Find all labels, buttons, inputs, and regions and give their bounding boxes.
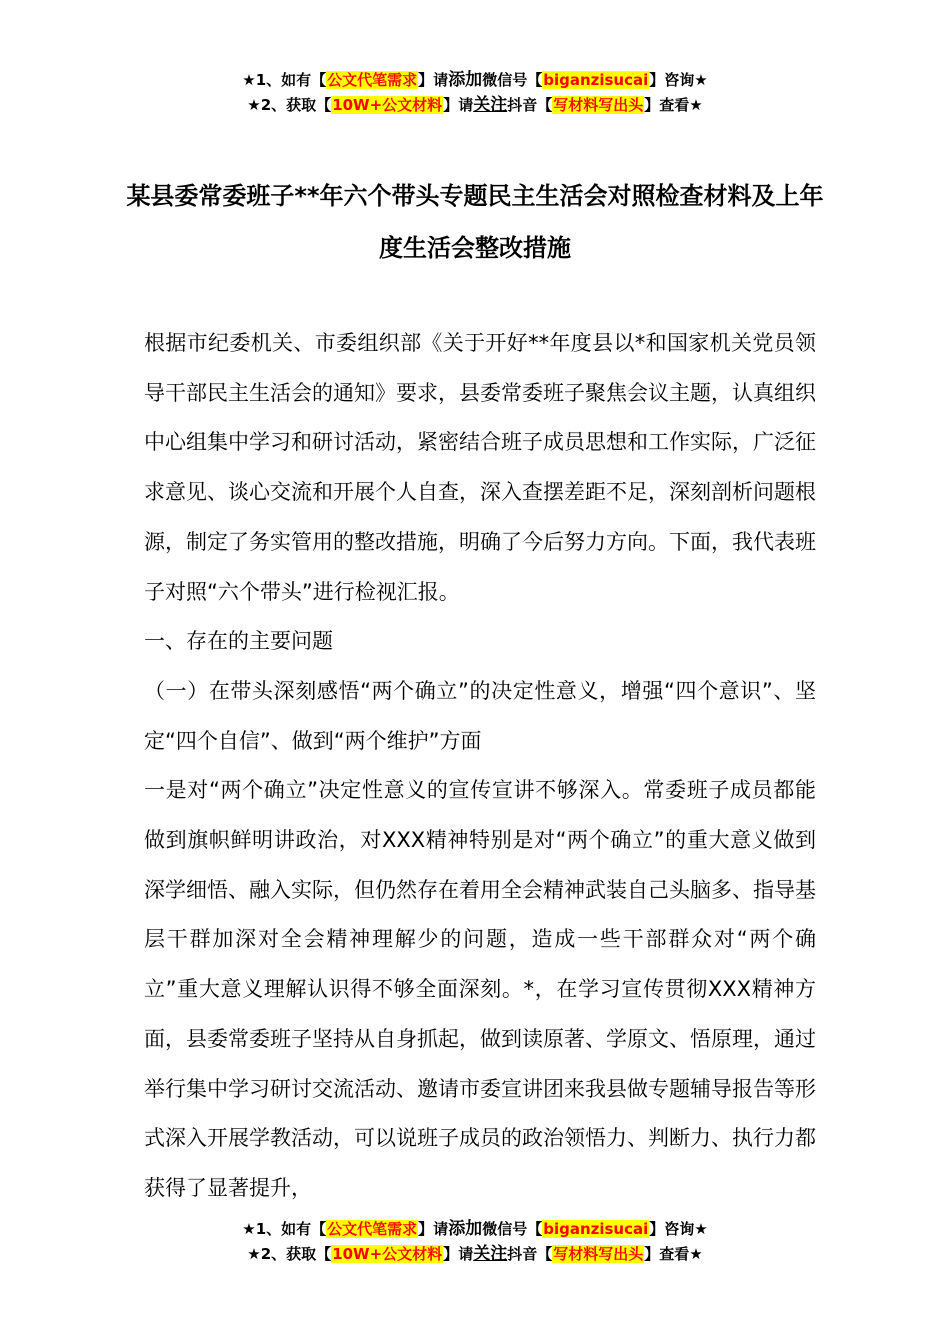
footer-banner xyxy=(0,1217,950,1267)
footer-line2-mid: 】请 xyxy=(443,1245,474,1263)
banner-line2-suffix: 】查看★ xyxy=(644,96,703,114)
footer-banner-line-2 xyxy=(0,1242,950,1267)
document-title: 某县委常委班子**年六个带头专题民主生活会对照检查材料及上年度生活会整改措施 xyxy=(126,182,824,262)
banner-line-2 xyxy=(0,93,950,118)
banner-line1-highlight-wechat: biganzisucai xyxy=(543,71,649,89)
section-heading-main-problems: 一、存在的主要问题 xyxy=(144,629,333,654)
footer-line1-prefix: ★1、如有【 xyxy=(242,1220,327,1238)
intro-paragraph: 根据市纪委机关、市委组织部《关于开好**年度县以*和国家机关党员领导干部民主生活会的通知》要求，县委常委班子聚焦会议主题，认真组织中心组集中学习和研讨活动，紧密结合班子成员思想和工作实际，广泛征求意见、谈心交流和开展个人自查，深入查摆差距不足，深刻剖析问题根源，制定了务实管用的整改措施，明确了今后努力方向。下面，我代表班子对照“六个带头”进行检视汇报。 xyxy=(144,331,816,604)
footer-line2-prefix: ★2、获取【 xyxy=(247,1245,332,1263)
banner-line2-mid: 】请 xyxy=(443,96,474,114)
banner-line2-highlight-materials: 10W+公文材料 xyxy=(332,96,443,114)
footer-line2-highlight-materials: 10W+公文材料 xyxy=(332,1245,443,1263)
banner-line2-highlight-douyin: 写材料写出头 xyxy=(553,96,644,114)
banner-line1-suffix: 】咨询★ xyxy=(649,71,708,89)
document-body xyxy=(144,319,816,1214)
footer-line2-highlight-douyin: 写材料写出头 xyxy=(553,1245,644,1263)
footer-line2-mid2: 抖音【 xyxy=(507,1245,553,1263)
footer-line1-highlight-service: 公文代笔需求 xyxy=(327,1220,418,1238)
banner-line2-prefix: ★2、获取【 xyxy=(247,96,332,114)
banner-line1-mid: 】请 xyxy=(418,71,449,89)
banner-line2-mid2: 抖音【 xyxy=(507,96,553,114)
footer-line1-suffix: 】咨询★ xyxy=(649,1220,708,1238)
header-banner xyxy=(0,68,950,118)
banner-line-1 xyxy=(0,68,950,93)
footer-line1-mid: 】请 xyxy=(418,1220,449,1238)
problem-paragraph-1: 一是对“两个确立”决定性意义的宣传宣讲不够深入。常委班子成员都能做到旗帜鲜明讲政治，对XXX精神特别是对“两个确立”的重大意义做到深学细悟、融入实际，但仍然存在着用全会精神武装自己头脑多、指导基层干群加深对全会精神理解少的问题，造成一些干部群众对“两个确立”重大意义理解认识得不够全面深刻。*，在学习宣传贯彻XXX精神方面，县委常委班子坚持从自身抓起，做到读原著、学原文、悟原理，通过举行集中学习研讨交流活动、邀请市委宣讲团来我县做专题辅导报告等形式深入开展学教活动，可以说班子成员的政治领悟力、判断力、执行力都获得了显著提升， xyxy=(144,778,816,1200)
banner-line1-highlight-service: 公文代笔需求 xyxy=(327,71,418,89)
footer-line1-highlight-wechat: biganzisucai xyxy=(543,1220,649,1238)
banner-line1-mid2: 微信号【 xyxy=(482,71,543,89)
footer-line2-emphasis: 关注 xyxy=(473,1244,508,1264)
banner-line1-prefix: ★1、如有【 xyxy=(242,71,327,89)
banner-line1-emphasis: 添加 xyxy=(448,70,483,90)
subsection-heading-1: （一）在带头深刻感悟“两个确立”的决定性意义，增强“四个意识”、坚定“四个自信”、做到“两个维护”方面 xyxy=(144,678,816,753)
footer-line1-mid2: 微信号【 xyxy=(482,1220,543,1238)
footer-banner-line-1 xyxy=(0,1217,950,1242)
footer-line2-suffix: 】查看★ xyxy=(644,1245,703,1263)
footer-line1-emphasis: 添加 xyxy=(448,1219,483,1239)
banner-line2-emphasis: 关注 xyxy=(473,95,508,115)
